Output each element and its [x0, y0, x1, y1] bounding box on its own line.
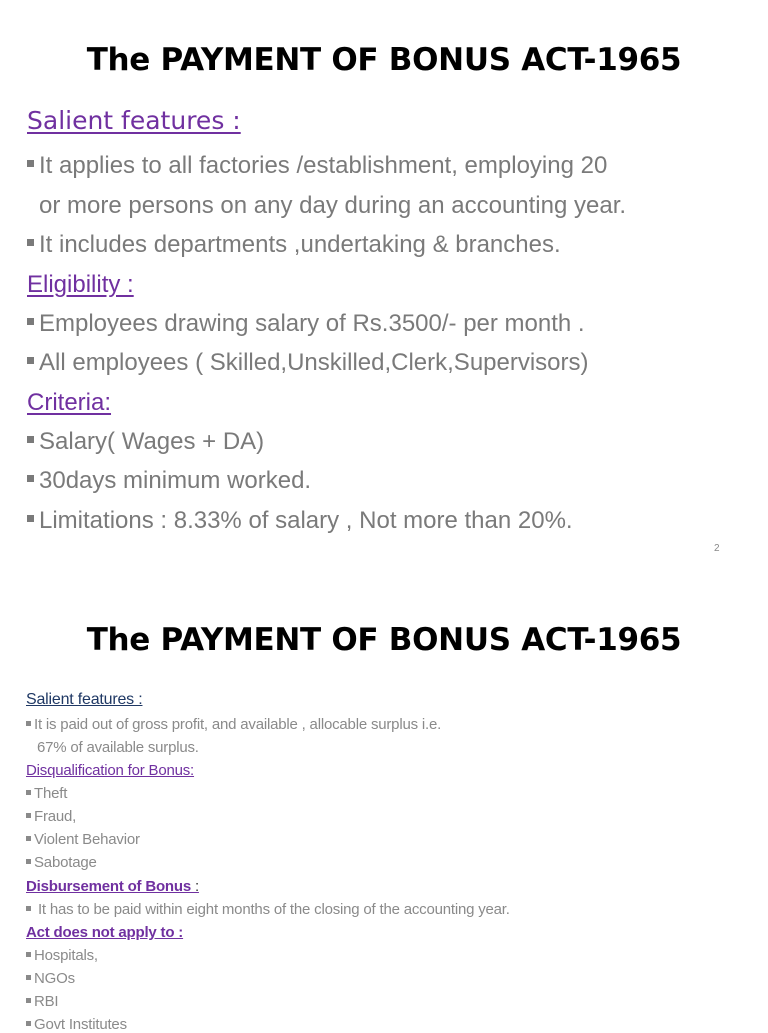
- disbursement-heading: [26, 878, 199, 895]
- square-bullet-icon: [27, 475, 34, 482]
- bullet-continuation: 67% of available surplus.: [37, 739, 199, 756]
- bullet-item: [26, 993, 58, 1010]
- square-bullet-icon: [26, 998, 31, 1003]
- bullet-item: [26, 785, 67, 802]
- bullet-item: [26, 854, 97, 871]
- bullet-text: It applies to all factories /establishment, employing 20: [39, 152, 608, 179]
- bullet-text: NGOs: [34, 970, 75, 987]
- square-bullet-icon: [26, 1021, 31, 1026]
- square-bullet-icon: [27, 239, 34, 246]
- bullet-item: [27, 467, 311, 495]
- square-bullet-icon: [26, 952, 31, 957]
- bullet-item: [26, 1016, 127, 1033]
- bullet-item: [26, 970, 75, 987]
- bullet-text: Sabotage: [34, 854, 97, 871]
- square-bullet-icon: [27, 515, 34, 522]
- bullet-item: [27, 152, 607, 180]
- square-bullet-icon: [26, 721, 31, 726]
- slide-2: [0, 580, 768, 1033]
- square-bullet-icon: [27, 160, 34, 167]
- square-bullet-icon: [26, 906, 31, 911]
- bullet-text: Fraud,: [34, 808, 77, 825]
- salient-features-heading: Salient features :: [26, 691, 143, 708]
- bullet-text: Hospitals,: [34, 947, 98, 964]
- page-number: 2: [714, 543, 720, 554]
- square-bullet-icon: [26, 859, 31, 864]
- bullet-text: Govt Institutes: [34, 1016, 127, 1033]
- bullet-text: It includes departments ,undertaking & branches.: [39, 231, 561, 258]
- square-bullet-icon: [27, 318, 34, 325]
- square-bullet-icon: [26, 836, 31, 841]
- not-apply-heading: Act does not apply to :: [26, 924, 184, 941]
- bullet-item: [26, 808, 76, 825]
- square-bullet-icon: [27, 357, 34, 364]
- bullet-item: [27, 428, 264, 456]
- square-bullet-icon: [27, 436, 34, 443]
- square-bullet-icon: [26, 975, 31, 980]
- bullet-text: Employees drawing salary of Rs.3500/- per month .: [39, 310, 585, 337]
- bullet-text: Salary( Wages + DA): [39, 428, 265, 455]
- criteria-heading: Criteria:: [27, 389, 112, 416]
- bullet-item: [26, 901, 510, 918]
- heading-colon: :: [190, 878, 199, 895]
- bullet-item: [27, 231, 561, 259]
- bullet-text: Violent Behavior: [34, 831, 140, 848]
- bullet-item: [26, 716, 441, 733]
- bullet-continuation: or more persons on any day during an accounting year.: [39, 192, 627, 219]
- square-bullet-icon: [26, 813, 31, 818]
- bullet-item: [27, 310, 585, 338]
- disqualification-heading: Disqualification for Bonus:: [26, 762, 195, 779]
- salient-features-heading: Salient features :: [27, 106, 241, 135]
- slide-title: The PAYMENT OF BONUS ACT-1965: [86, 42, 682, 78]
- bullet-text: All employees ( Skilled,Unskilled,Clerk,Supervisors): [39, 349, 589, 376]
- bullet-text: Limitations : 8.33% of salary , Not more than 20%.: [39, 507, 573, 534]
- bullet-text: 30days minimum worked.: [39, 467, 312, 494]
- bullet-text: It has to be paid within eight months of the closing of the accounting year.: [34, 901, 510, 918]
- bullet-item: [26, 947, 98, 964]
- bullet-text: RBI: [34, 993, 59, 1010]
- eligibility-heading: Eligibility :: [27, 271, 134, 298]
- bullet-item: [27, 349, 589, 377]
- bullet-text: It is paid out of gross profit, and available , allocable surplus i.e.: [34, 716, 442, 733]
- square-bullet-icon: [26, 790, 31, 795]
- slide-title: The PAYMENT OF BONUS ACT-1965: [86, 622, 682, 658]
- bullet-item: [26, 831, 140, 848]
- bullet-text: Theft: [34, 785, 68, 802]
- disbursement-heading-text: Disbursement of Bonus: [26, 878, 191, 895]
- bullet-item: [27, 507, 573, 535]
